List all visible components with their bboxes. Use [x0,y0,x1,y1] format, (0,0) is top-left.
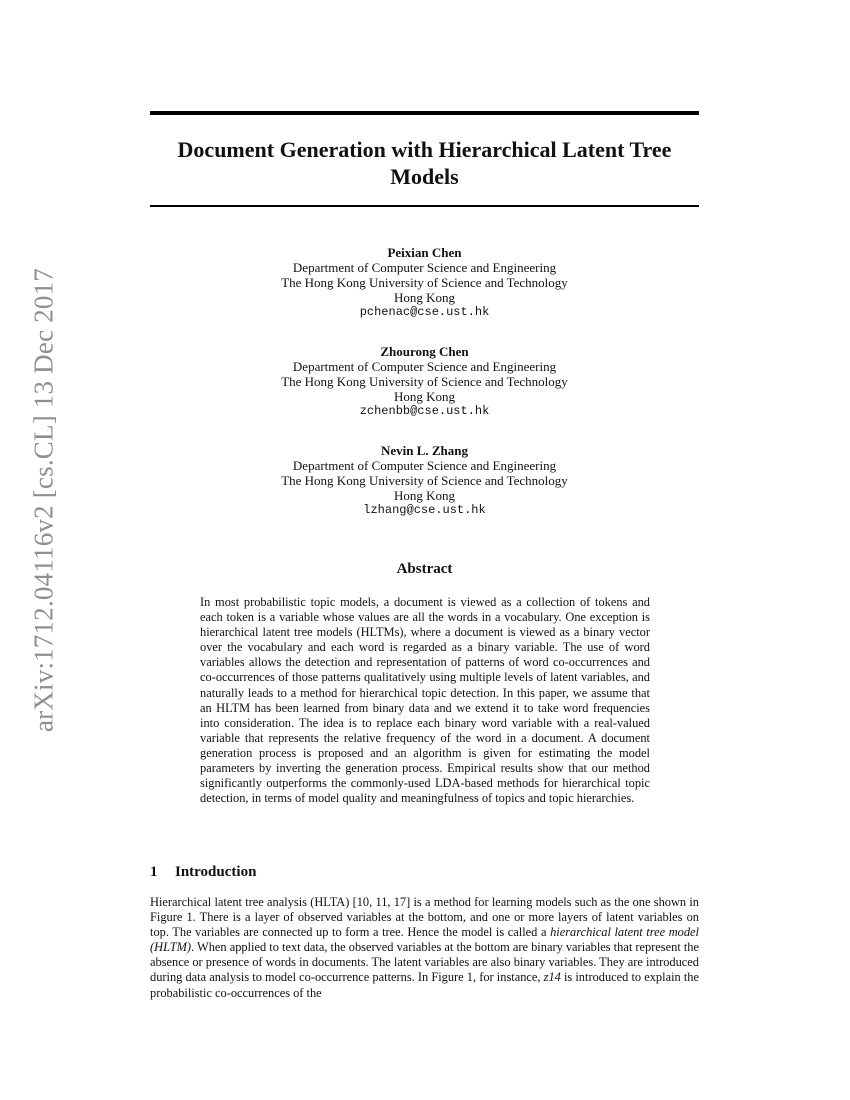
intro-text-part: . When applied to text data, the observed variables at the bottom are binary variables that represent the absence or presence of words in documents. The latent variables are also binary variables. They are introduced during data analysis to model co-occurrence patterns. In Figure 1, for instance, [150,940,700,985]
abstract-text: In most probabilistic topic models, a document is viewed as a collection of tokens and each token is a variable whose values are all the words in a vocabulary. One exception is hierarchical latent tree models (HLTMs), where a document is viewed as a binary vector over the vocabulary and each word is regarded as a binary variable. The use of word variables allows the detection and representation of patterns of word co-occurrences and co-occurrences of those patterns qualitatively using multiple levels of latent variables, and naturally leads to a method for hierarchical topic detection. In this paper, we assume that an HLTM has been learned from binary data and we extend it to take word frequencies into consideration. The idea is to replace each binary word variable with a real-valued variable that represents the relative frequency of the word in a document. A document generation process is proposed and an algorithm is given for estimating the model parameters by inverting the generation process. Empirical results show that our method significantly outperforms the commonly-used LDA-based methods for hierarchical topic detection, in terms of model quality and meaningfulness of topics and topic hierarchies. [200,595,650,806]
intro-italic-term: hierarchical latent tree model (HLTM) [150,925,699,955]
author-department: Department of Computer Science and Engineering [292,359,557,374]
author-email: pchenac@cse.ust.hk [359,305,490,319]
author-name: Nevin L. Zhang [380,443,469,458]
author-department: Department of Computer Science and Engineering [292,458,557,473]
author-location: Hong Kong [393,290,456,305]
author-block [150,245,699,542]
title-rule-top [150,111,699,115]
intro-text-part: is introduced to explain the probabilistic co-occurrences of the [150,970,699,1000]
author-entry [150,344,699,419]
arxiv-stamp: arXiv:1712.04116v2 [cs.CL] 13 Dec 2017 [28,267,59,733]
author-email: lzhang@cse.ust.hk [363,503,486,517]
author-department: Department of Computer Science and Engineering [292,260,557,275]
author-university: The Hong Kong University of Science and Technology [281,374,568,389]
author-entry [150,245,699,320]
author-university: The Hong Kong University of Science and Technology [281,275,568,290]
paper-title: Document Generation with Hierarchical Latent Tree Models [177,137,672,189]
intro-text-part: Hierarchical latent tree analysis (HLTA) [10, 11, 17] is a method for learning models such as the one shown in Figure 1. There is a layer of observed variables at the bottom, and one or more layers of latent variables on top. The variables are connected up to form a tree. Hence the model is called a [150,895,699,940]
title-rule-bottom [150,205,699,207]
section-heading-introduction [150,864,256,881]
author-name: Peixian Chen [387,245,462,260]
author-email: zchenbb@cse.ust.hk [359,404,490,418]
author-location: Hong Kong [393,389,456,404]
section-title: Introduction [175,864,257,880]
author-university: The Hong Kong University of Science and Technology [281,473,568,488]
intro-variable: z14 [543,970,561,985]
author-name: Zhourong Chen [380,344,469,359]
abstract-heading: Abstract [396,561,453,577]
section-number: 1 [150,864,158,880]
introduction-text [150,895,699,1001]
author-entry [150,443,699,518]
author-location: Hong Kong [393,488,456,503]
